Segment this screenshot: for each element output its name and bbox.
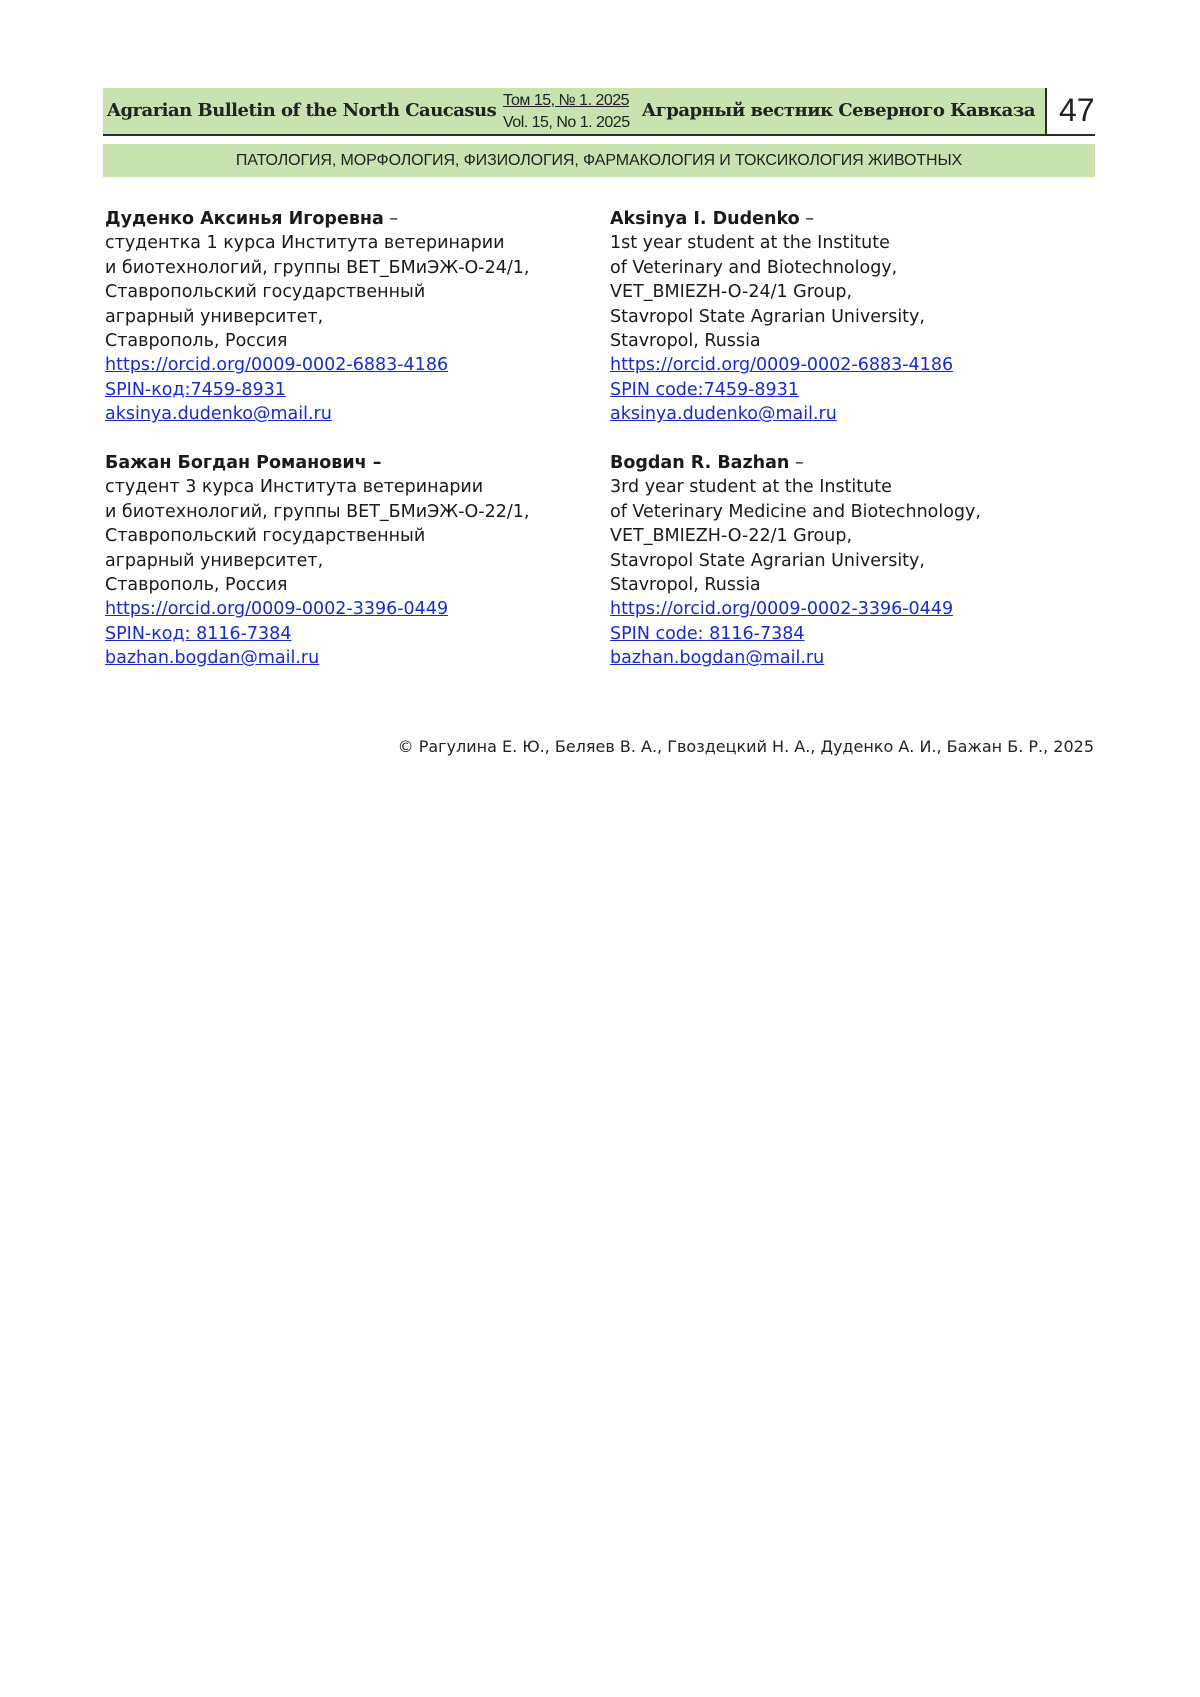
affiliation-line: Stavropol, Russia: [610, 575, 761, 596]
author-block-en-1: [610, 207, 1110, 427]
page-number: 47: [1059, 92, 1095, 128]
affiliation-line: Stavropol, Russia: [610, 331, 761, 352]
journal-title-ru: Аграрный вестник Северного Кавказа: [641, 100, 1035, 121]
page-number-box: [1045, 88, 1095, 136]
section-title-bar: [103, 144, 1095, 177]
affiliation-line: 1st year student at the Institute: [610, 233, 890, 254]
author-name: Бажан Богдан Романович –: [105, 453, 382, 473]
affiliation-line: студентка 1 курса Института ветеринарии: [105, 233, 505, 254]
author-name: Bogdan R. Bazhan: [610, 453, 790, 473]
issue-en: Vol. 15, No 1. 2025: [503, 114, 630, 131]
issue-info: [503, 90, 630, 134]
affiliation-line: Ставрополь, Россия: [105, 331, 288, 352]
affiliation-line: Ставропольский государственный: [105, 526, 426, 547]
affiliation-line: Stavropol State Agrarian University,: [610, 306, 925, 327]
spin-link[interactable]: SPIN code: 8116-7384: [610, 623, 805, 644]
copyright-notice: © Рагулина Е. Ю., Беляев В. А., Гвоздецкий Н. А., Дуденко А. И., Бажан Б. Р., 2025: [397, 737, 1094, 756]
orcid-link[interactable]: https://orcid.org/0009-0002-3396-0449: [610, 599, 954, 620]
affiliation-line: Ставрополь, Россия: [105, 575, 288, 596]
affiliation-line: of Veterinary and Biotechnology,: [610, 257, 898, 278]
spin-link[interactable]: SPIN-код: 8116-7384: [105, 623, 292, 644]
author-dash: –: [799, 209, 814, 229]
email-link[interactable]: bazhan.bogdan@mail.ru: [105, 648, 320, 669]
author-name: Дуденко Аксинья Игоревна: [105, 209, 384, 229]
issue-ru: Том 15, № 1. 2025: [503, 92, 630, 109]
affiliation-line: 3rd year student at the Institute: [610, 477, 892, 498]
author-dash: –: [383, 209, 399, 229]
author-name: Aksinya I. Dudenko: [610, 209, 800, 229]
orcid-link[interactable]: https://orcid.org/0009-0002-3396-0449: [105, 599, 449, 620]
affiliation-line: аграрный университет,: [105, 550, 324, 571]
affiliation-line: VET_BMIEZH-O-24/1 Group,: [610, 282, 853, 303]
spin-link[interactable]: SPIN-код:7459-8931: [105, 379, 286, 400]
email-link[interactable]: aksinya.dudenko@mail.ru: [610, 404, 837, 425]
author-dash: –: [789, 453, 804, 473]
journal-title-en: Agrarian Bulletin of the North Caucasus: [107, 100, 497, 121]
affiliation-line: Stavropol State Agrarian University,: [610, 550, 925, 571]
orcid-link[interactable]: https://orcid.org/0009-0002-6883-4186: [105, 355, 449, 376]
affiliation-line: студент 3 курса Института ветеринарии: [105, 477, 484, 498]
spin-link[interactable]: SPIN code:7459-8931: [610, 379, 799, 400]
author-block-ru-2: [105, 451, 605, 671]
email-link[interactable]: bazhan.bogdan@mail.ru: [610, 648, 825, 669]
author-block-en-2: [610, 451, 1110, 671]
affiliation-line: VET_BMIEZH-O-22/1 Group,: [610, 526, 853, 547]
orcid-link[interactable]: https://orcid.org/0009-0002-6883-4186: [610, 355, 954, 376]
affiliation-line: и биотехнологий, группы ВЕТ_БМиЭЖ-О-24/1,: [105, 257, 530, 278]
section-title: ПАТОЛОГИЯ, МОРФОЛОГИЯ, ФИЗИОЛОГИЯ, ФАРМАКОЛОГИЯ И ТОКСИКОЛОГИЯ ЖИВОТНЫХ: [235, 152, 963, 169]
affiliation-line: of Veterinary Medicine and Biotechnology,: [610, 501, 981, 522]
running-header: [103, 88, 1045, 136]
email-link[interactable]: aksinya.dudenko@mail.ru: [105, 404, 332, 425]
affiliation-line: Ставропольский государственный: [105, 282, 426, 303]
affiliation-line: аграрный университет,: [105, 306, 324, 327]
author-block-ru-1: [105, 207, 605, 427]
affiliation-line: и биотехнологий, группы ВЕТ_БМиЭЖ-О-22/1,: [105, 501, 530, 522]
